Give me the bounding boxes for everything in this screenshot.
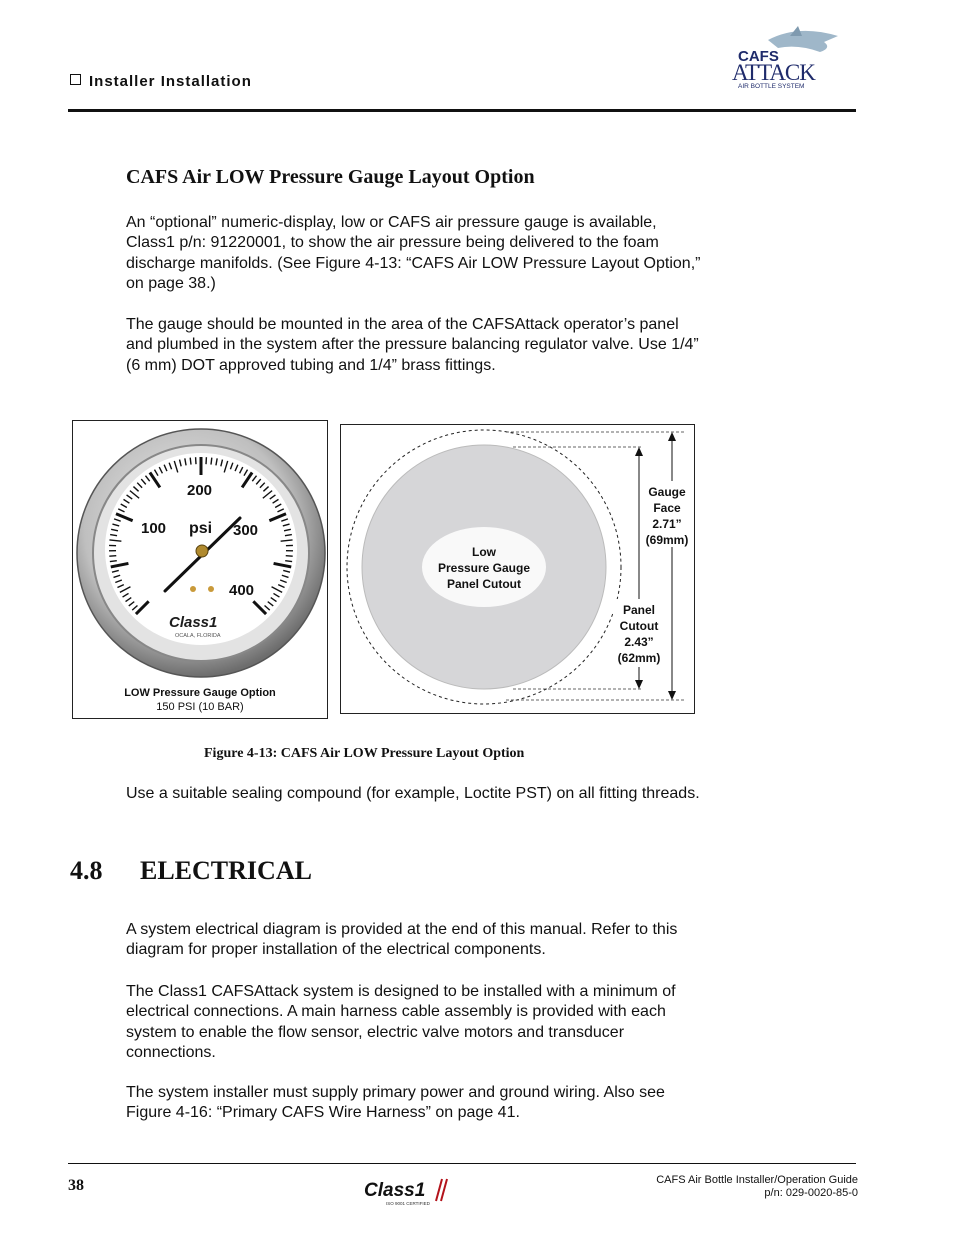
- gauge-label-300: 300: [233, 522, 259, 539]
- face-arrow-top-icon: [668, 432, 676, 441]
- cutout-diagram: [341, 425, 694, 713]
- gauge-pivot: [196, 545, 208, 557]
- cutout-dim-label-2: Cutout: [619, 619, 659, 633]
- footer-guide-title: CAFS Air Bottle Installer/Operation Guide: [656, 1174, 858, 1186]
- electrical-section-title: ELECTRICAL: [140, 856, 312, 885]
- gauge-brand: Class1: [169, 614, 218, 631]
- pressure-gauge-image: [73, 421, 327, 718]
- cutout-label-3: Panel Cutout: [447, 577, 521, 591]
- footer-logo-text: Class1: [364, 1180, 426, 1201]
- gauge-label-100: 100: [141, 520, 167, 537]
- header-section-label: [70, 73, 252, 90]
- section-paragraph-1: An “optional” numeric-display, low or CAFS air pressure gauge is available, Class1 p/n: 91220001, to show the air pressure being delivered to the foam discharge manifolds. (See Figure 4-13: “CAFS Air LOW Pressure Layout Option,” on page 38.): [126, 214, 701, 292]
- section-paragraph-2: The gauge should be mounted in the area of the CAFSAttack operator’s panel and plumbed in the system after the pressure balancing regulator valve. Use 1/4” (6 mm) DOT approved tubing and 1/4” brass fittings.: [126, 316, 699, 374]
- shark-fin-icon: [790, 26, 802, 36]
- gauge-screw-right: [208, 586, 214, 592]
- class1-footer-logo: [360, 1176, 454, 1208]
- logo-top-text: CAFS: [738, 48, 779, 65]
- logo-main-text: ATTACK: [732, 60, 815, 85]
- gauge-tick: [190, 458, 191, 465]
- gauge-tick: [285, 561, 292, 562]
- gauge-brand-sub: OCALA, FLORIDA: [175, 633, 221, 639]
- gauge-caption-2: 150 PSI (10 BAR): [156, 701, 244, 713]
- face-arrow-bottom-icon: [668, 691, 676, 700]
- cutout-dim-label-1: Panel: [622, 603, 656, 617]
- electrical-section-number: 4.8: [70, 856, 103, 885]
- footer-part-number: p/n: 029-0020-85-0: [764, 1187, 858, 1199]
- header-section-text: Installer Installation: [89, 73, 252, 90]
- cutout-arrow-bottom-icon: [635, 680, 643, 689]
- electrical-paragraph-1: A system electrical diagram is provided at the end of this manual. Refer to this diagram for proper installation of the electrical components.: [126, 921, 678, 959]
- gauge-screw-left: [190, 586, 196, 592]
- footer-rule: [68, 1163, 856, 1164]
- figure-caption: Figure 4-13: CAFS Air LOW Pressure Layout Option: [204, 746, 525, 761]
- gauge-tick: [211, 458, 212, 465]
- electrical-paragraph-3: The system installer must supply primary power and ground wiring. Also see Figure 4-16: “Primary CAFS Wire Harness” on page 41.: [126, 1084, 665, 1122]
- gauge-unit: psi: [189, 520, 213, 537]
- cutout-label-2: Pressure Gauge: [437, 561, 531, 575]
- logo-sub-text: AIR BOTTLE SYSTEM: [738, 83, 805, 90]
- gauge-label-200: 200: [187, 482, 213, 499]
- cutout-label-1: Low: [472, 545, 496, 559]
- face-label-1: Gauge: [648, 485, 686, 499]
- checkbox-bullet-icon: [70, 74, 81, 85]
- gauge-label-400: 400: [229, 582, 255, 599]
- gauge-photo-panel: [72, 420, 328, 719]
- gauge-tick: [286, 556, 293, 557]
- face-label-3: 2.71”: [652, 517, 682, 531]
- section-title: CAFS Air LOW Pressure Gauge Layout Option: [126, 166, 535, 188]
- cutout-arrow-top-icon: [635, 447, 643, 456]
- face-label-2: Face: [653, 501, 681, 515]
- gauge-tick: [109, 556, 116, 557]
- sealing-compound-paragraph: Use a suitable sealing compound (for example, Loctite PST) on all fitting threads.: [126, 785, 700, 802]
- gauge-tick: [110, 561, 117, 562]
- cutout-dim-label-4: (62mm): [617, 651, 661, 665]
- electrical-paragraph-2: The Class1 CAFSAttack system is designed to be installed with a minimum of electrical connections. A main harness cable assembly is provided with each system to enable the flow sensor, electric valve motors and transducer connections.: [126, 983, 676, 1061]
- cafs-attack-logo: [728, 26, 848, 96]
- header-rule: [68, 109, 856, 112]
- footer-logo-sub: ISO 9001 CERTIFIED: [386, 1201, 430, 1206]
- gauge-caption-1: LOW Pressure Gauge Option: [124, 687, 276, 699]
- cutout-dim-label-3: 2.43”: [624, 635, 654, 649]
- face-label-4: (69mm): [645, 533, 689, 547]
- footer-guide-info: [656, 1174, 858, 1200]
- cutout-diagram-panel: [340, 424, 695, 714]
- page-number: 38: [68, 1177, 84, 1194]
